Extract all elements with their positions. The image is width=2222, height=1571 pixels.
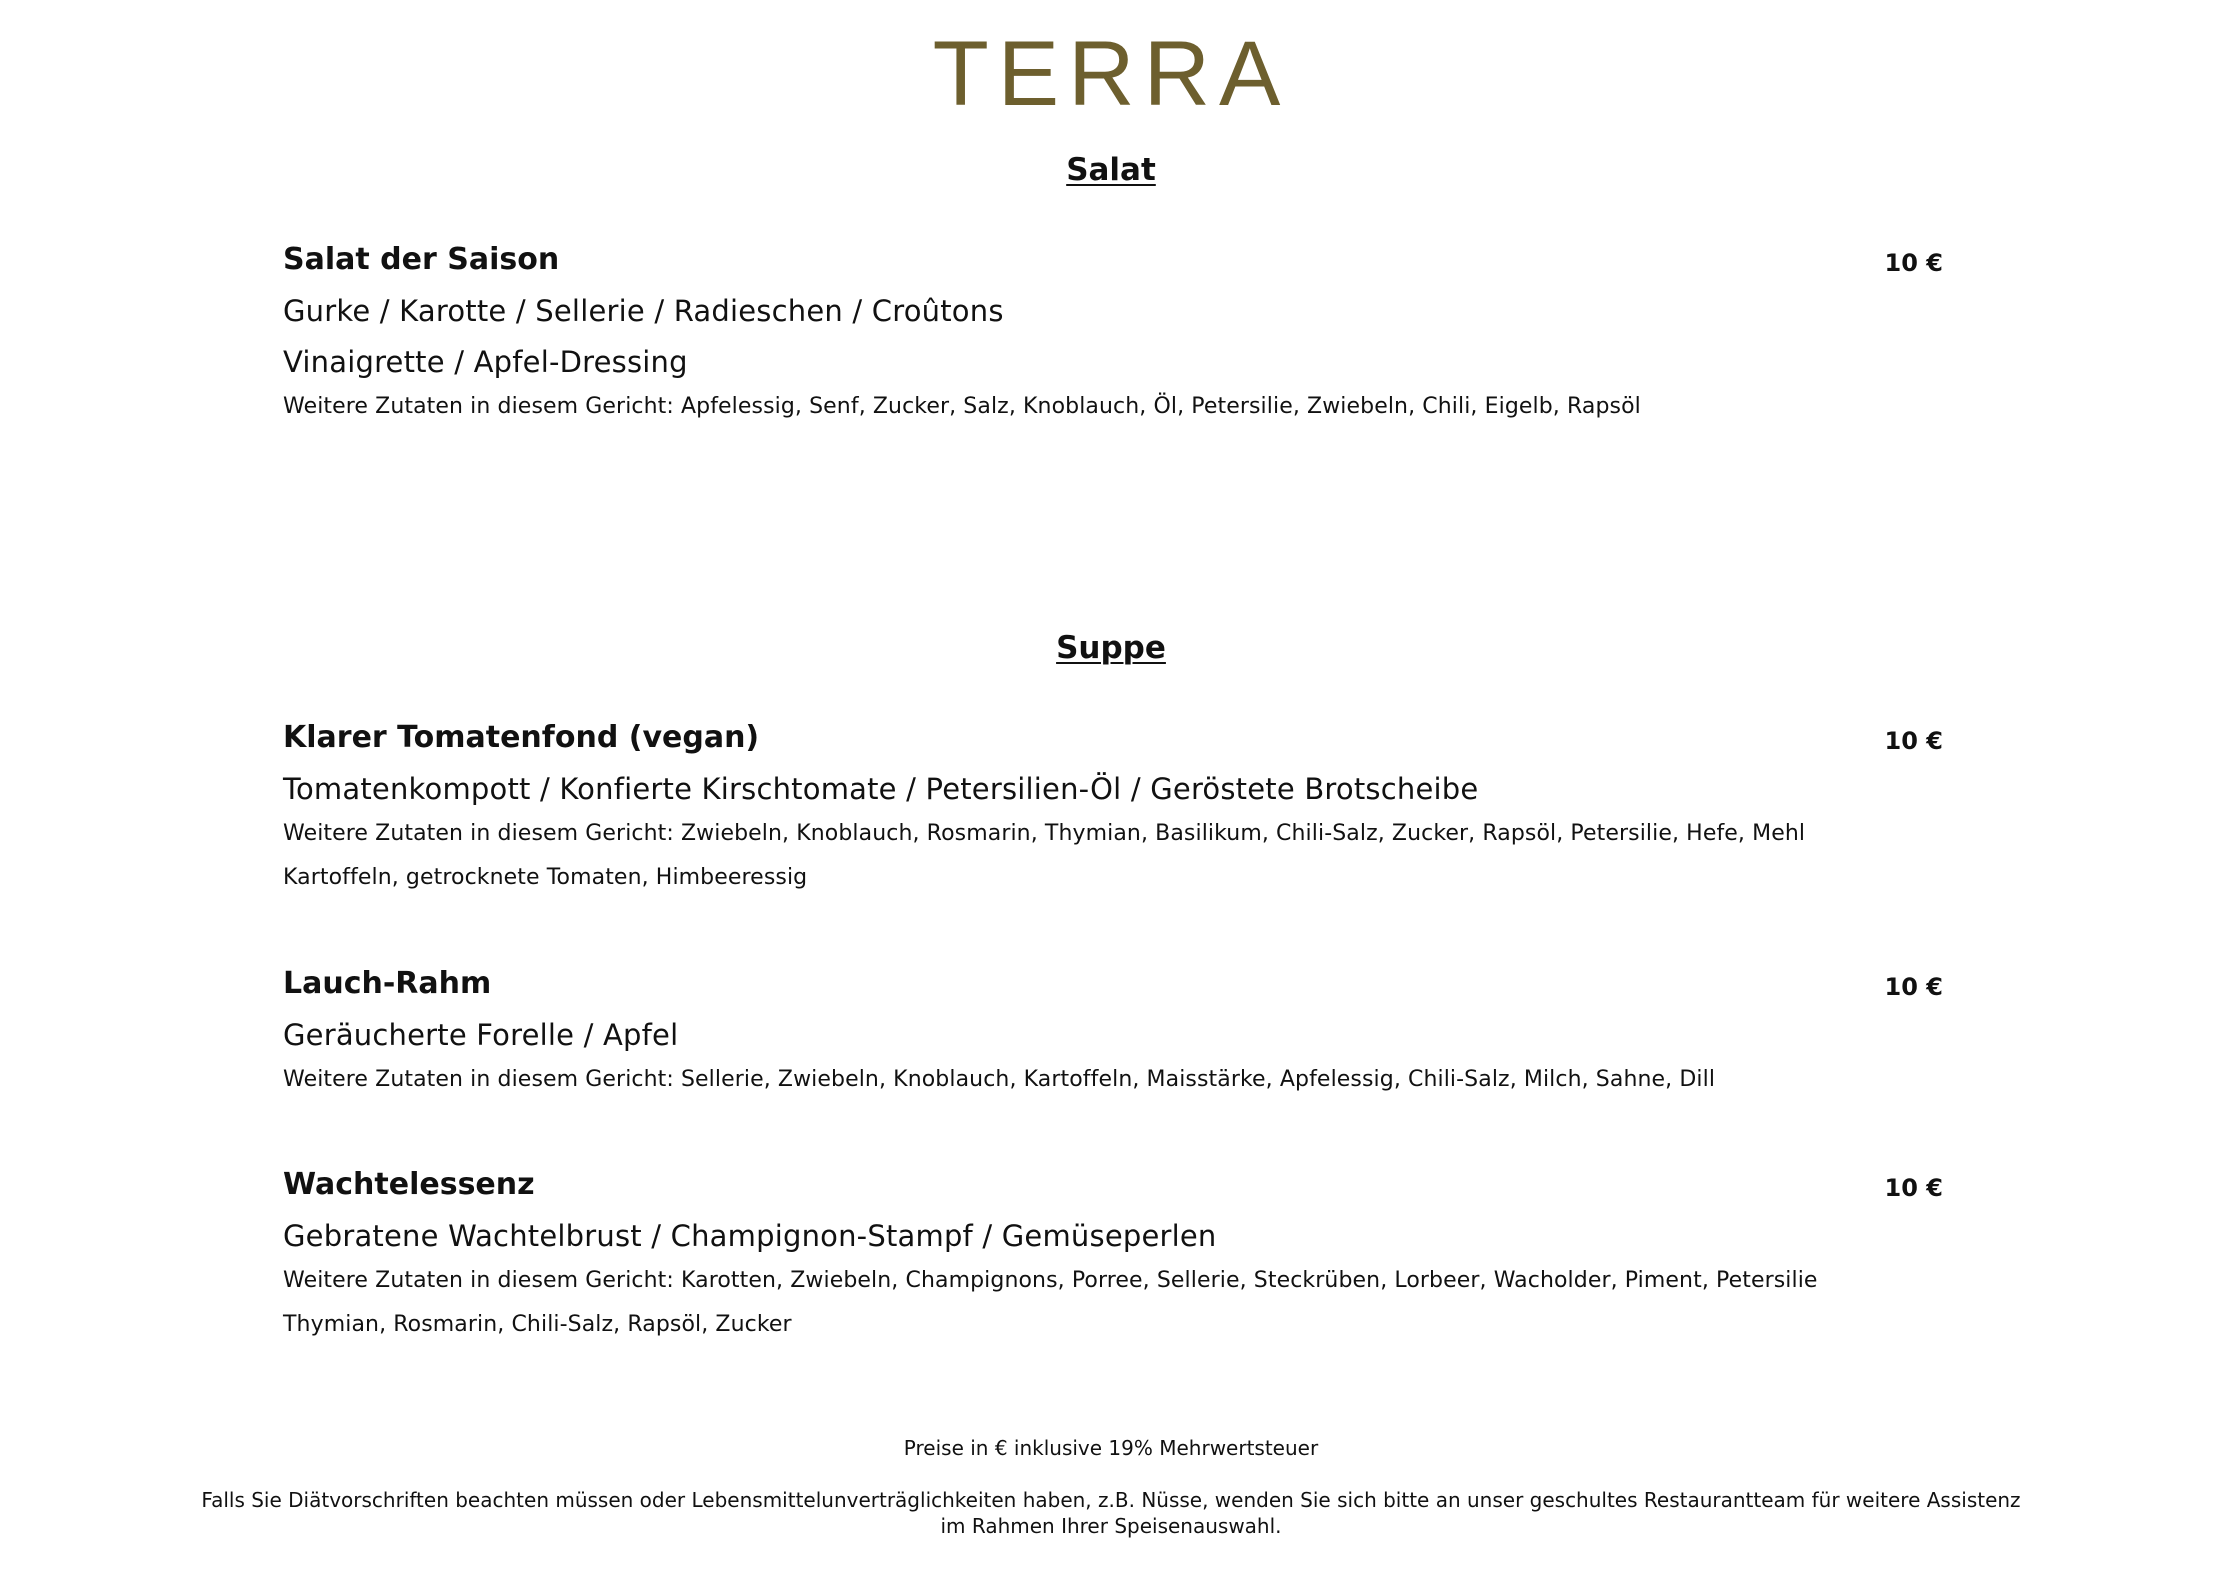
dish-name: Klarer Tomatenfond (vegan) — [283, 720, 760, 755]
dish-price: 10 € — [1884, 973, 1943, 1001]
dish-price: 10 € — [1884, 1174, 1943, 1202]
section-title-salat: Salat — [1066, 152, 1156, 188]
vat-note: Preise in € inklusive 19% Mehrwertsteuer — [903, 1436, 1319, 1460]
dish-ingredients: Weitere Zutaten in diesem Gericht: Zwiebeln, Knoblauch, Rosmarin, Thymian, Basilikum, Chili-Salz, Zucker, Rapsöl, Petersilie, Hefe, Mehl Kartoffeln, getrocknete Tomaten, Himbeeressig — [283, 821, 1806, 890]
dish-price: 10 € — [1884, 249, 1943, 277]
dish-components: Gebratene Wachtelbrust / Champignon-Stampf / Gemüseperlen — [283, 1219, 1217, 1253]
dish-ingredients: Weitere Zutaten in diesem Gericht: Apfelessig, Senf, Zucker, Salz, Knoblauch, Öl, Petersilie, Zwiebeln, Chili, Eigelb, Rapsöl — [283, 394, 1641, 419]
dish-klarer-tomatenfond — [283, 720, 1943, 900]
dish-components: Gurke / Karotte / Sellerie / Radieschen / Croûtons — [283, 294, 1004, 328]
dish-wachtelessenz — [283, 1167, 1943, 1347]
dish-dressing: Vinaigrette / Apfel-Dressing — [283, 345, 688, 379]
dish-name: Wachtelessenz — [283, 1167, 535, 1202]
allergy-note-line2: im Rahmen Ihrer Speisenauswahl. — [940, 1514, 1282, 1538]
dish-components: Geräucherte Forelle / Apfel — [283, 1018, 679, 1052]
dish-lauch-rahm — [283, 966, 1943, 1102]
restaurant-logo: TERRA — [932, 23, 1290, 125]
section-title-suppe: Suppe — [1056, 630, 1166, 666]
allergy-note-line1: Falls Sie Diätvorschriften beachten müssen oder Lebensmittelunverträglichkeiten haben, z.B. Nüsse, wenden Sie sich bitte an unser geschultes Restaurantteam für weitere Assistenz — [201, 1488, 2021, 1512]
dish-name: Salat der Saison — [283, 242, 560, 277]
dish-ingredients: Weitere Zutaten in diesem Gericht: Sellerie, Zwiebeln, Knoblauch, Kartoffeln, Maisstärke, Apfelessig, Chili-Salz, Milch, Sahne, Dill — [283, 1067, 1716, 1092]
dish-ingredients: Weitere Zutaten in diesem Gericht: Karotten, Zwiebeln, Champignons, Porree, Sellerie, Steckrüben, Lorbeer, Wacholder, Piment, Petersilie Thymian, Rosmarin, Chili-Salz, Rapsöl, Zucker — [283, 1268, 1818, 1337]
dish-name: Lauch-Rahm — [283, 966, 492, 1001]
dish-components: Tomatenkompott / Konfierte Kirschtomate / Petersilien-Öl / Geröstete Brotscheibe — [283, 772, 1479, 806]
dish-salat-der-saison — [283, 242, 1943, 429]
dish-price: 10 € — [1884, 727, 1943, 755]
